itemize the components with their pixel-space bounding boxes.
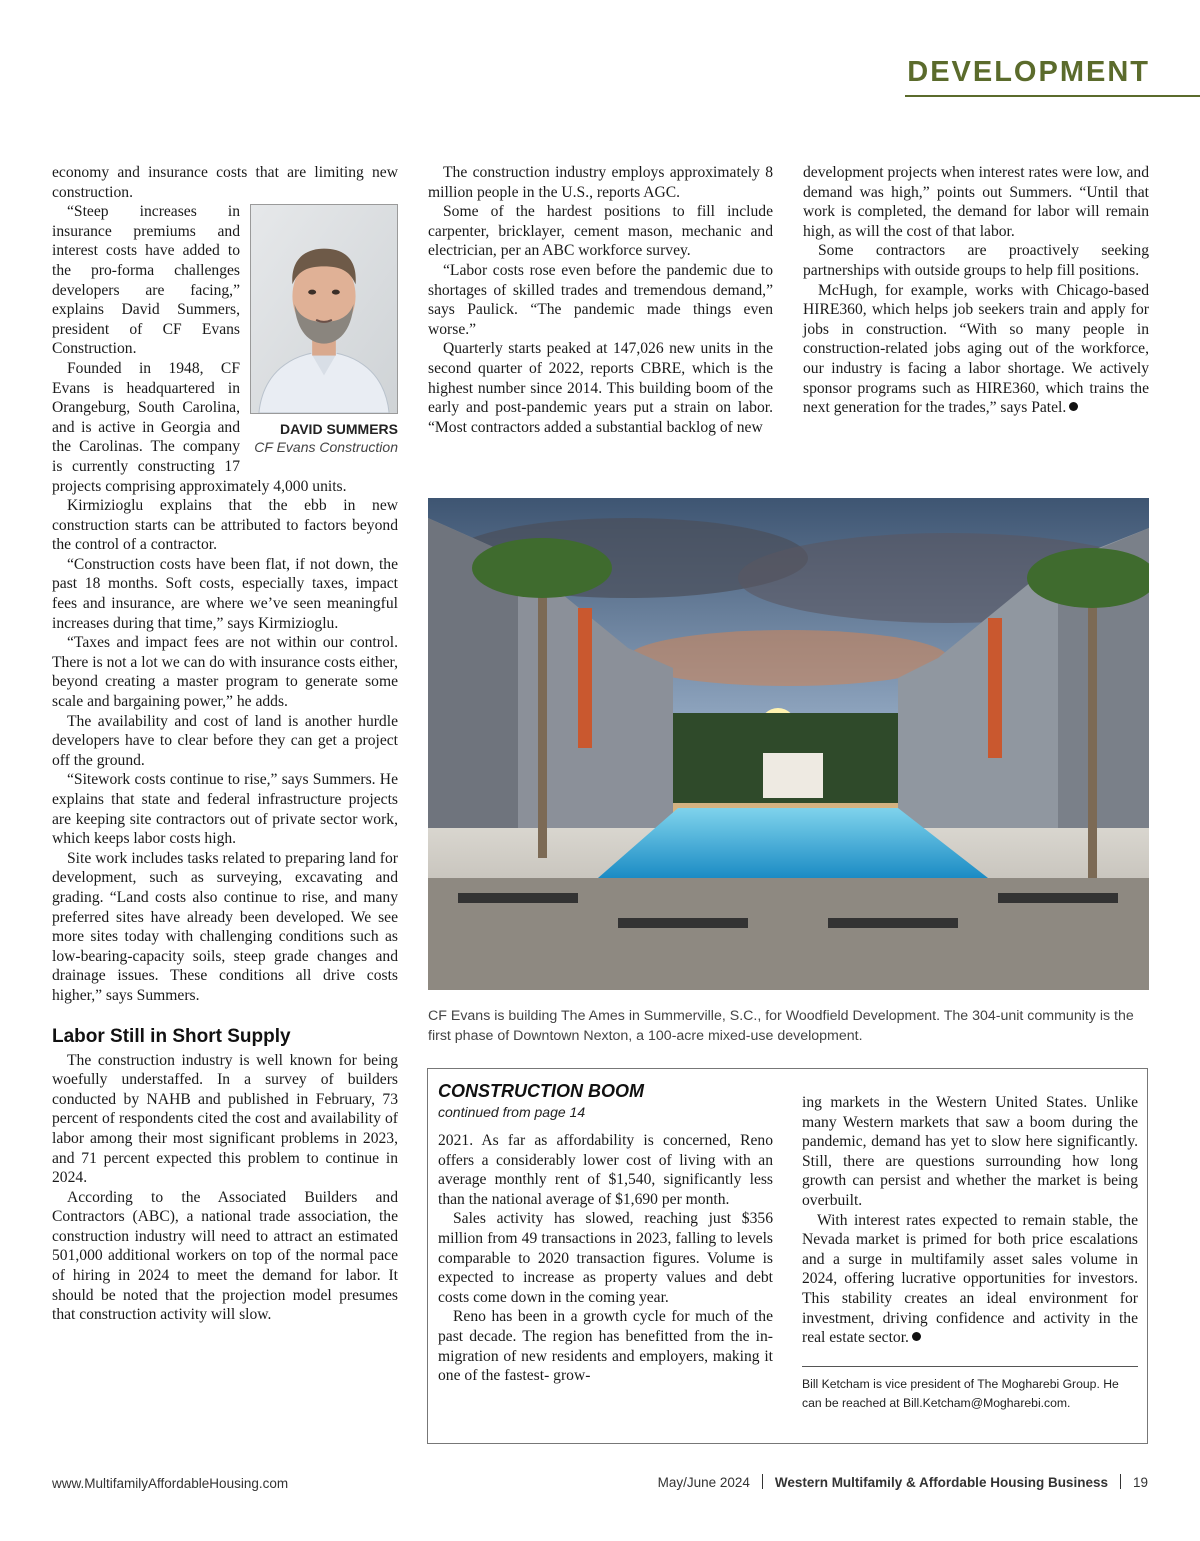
paragraph: According to the Associated Builders and Contractors (ABC), a national trade association, the construction industry will need to attract an estimated 501,000 additional workers on top of the normal pace of hiring in 2024 to meet the demand for labor. It should be noted that the projection model presumes that construction activity will slow. bbox=[52, 1188, 398, 1324]
paragraph-text: McHugh, for example, works with Chicago-based HIRE360, which helps job seekers train and apply for jobs in construction. “With so many people in construction-related jobs aging out of the workforce, our industry is facing a labor shortage. We actively sponsor programs such as HIRE360, which trains the next generation for the trades,” says Patel. bbox=[803, 281, 1149, 417]
paragraph: economy and insurance costs that are limiting new construction. bbox=[52, 164, 398, 201]
paragraph: Some of the hardest positions to fill include carpenter, bricklayer, cement mason, mechanic and electrician, per an ABC workforce survey. bbox=[428, 203, 773, 260]
page-number: 19 bbox=[1132, 1475, 1148, 1490]
article-column-1 bbox=[52, 163, 398, 1325]
article-column-3 bbox=[803, 163, 1149, 418]
paragraph bbox=[802, 1211, 1138, 1348]
box-column-1 bbox=[438, 1131, 773, 1386]
paragraph bbox=[803, 281, 1149, 418]
paragraph: The construction industry is well known for being woefully understaffed. In a survey of builders conducted by NAHB and published in February, 73 percent of respondents cited the cost and availability of labor among their most significant problems in 2023, and 71 percent expected this problem to continue in 2024. bbox=[52, 1051, 398, 1187]
paragraph: “Steep increases in insurance premiums and interest costs have added to the pro-forma challenges developers are facing,” explains David Summers, president of CF Evans Construction. bbox=[52, 203, 240, 358]
paragraph: The availability and cost of land is another hurdle developers have to clear before they can get a project off the ground. bbox=[52, 712, 398, 769]
headshot-caption-name: DAVID SUMMERS bbox=[280, 421, 398, 438]
end-mark-icon bbox=[912, 1332, 921, 1341]
headshot-photo bbox=[250, 204, 398, 414]
paragraph: Sales activity has slowed, reaching just $356 million from 49 transactions in 2023, falling to levels comparable to 2020 transaction figures. Volume is expected to increase as property values and debt costs come down in the coming year. bbox=[438, 1210, 773, 1306]
paragraph: 2021. As far as affordability is concerned, Reno offers a considerably lower cost of living with an average monthly rent of $1,540, significantly less than the national average of $1,690 per month. bbox=[438, 1132, 773, 1208]
subheading: Labor Still in Short Supply bbox=[52, 1025, 291, 1047]
paragraph: Founded in 1948, CF Evans is headquartered in Orangeburg, South Carolina, and is active in Georgia and the Carolinas. The company is currently constructing 17 projects comprising approximately 4,000 units. bbox=[52, 359, 347, 495]
paragraph: Kirmizioglu explains that the ebb in new construction starts can be attributed to factors beyond the control of a contractor. bbox=[52, 497, 398, 554]
paragraph: Site work includes tasks related to preparing land for development, such as surveying, excavating and grading. “Land costs also continue to rise, and many preferred sites have already been developed. We see more sites today with challenging conditions such as low-bearing-capacity soils, steep grade changes and drainage issues. These conditions all drive costs higher,” says Summers. bbox=[52, 849, 398, 1004]
box-subtitle: continued from page 14 bbox=[438, 1104, 586, 1120]
footer-publication: Western Multifamily & Affordable Housing Business bbox=[774, 1475, 1108, 1490]
section-header: DEVELOPMENT bbox=[907, 56, 1150, 88]
footer-separator bbox=[762, 1474, 763, 1489]
footer-issue-date: May/June 2024 bbox=[657, 1475, 750, 1490]
paragraph: “Taxes and impact fees are not within our control. There is not a lot we can do with insurance costs either, beyond creating a master program to generate some scale and bargaining power,” he adds. bbox=[52, 634, 398, 711]
paragraph: “Labor costs rose even before the pandemic due to shortages of skilled trades and tremendous demand,” says Paulick. “The pandemic made things even worse.” bbox=[428, 261, 773, 338]
paragraph: ing markets in the Western United States. Unlike many Western markets that saw a boom during the pandemic, demand has yet to slow here significantly. Still, there are questions surrounding how long growth can persist and whether the market is being overbuilt. bbox=[802, 1094, 1138, 1209]
paragraph: The construction industry employs approximately 8 million people in the U.S., reports AGC. bbox=[428, 164, 773, 201]
paragraph: Quarterly starts peaked at 147,026 new units in the second quarter of 2022, reports CBRE, which is the highest number since 2014. This building boom of the early and post-pandemic years put a strain on labor. “Most contractors added a substantial backlog of new bbox=[428, 340, 773, 436]
paragraph: Reno has been in a growth cycle for much of the past decade. The region has benefitted from the in-migration of new residents and employers, making it one of the fastest- grow- bbox=[438, 1308, 773, 1385]
paragraph: “Sitework costs continue to rise,” says Summers. He explains that state and federal infrastructure projects are keeping site contractors out of private sector work, which keeps labor costs high. bbox=[52, 771, 398, 848]
paragraph: “Construction costs have been flat, if not down, the past 18 months. Soft costs, especially taxes, impact fees and insurance, are where we’ve seen meaningful increases during that time,” says Kirmizioglu. bbox=[52, 555, 398, 632]
paragraph: development projects when interest rates were low, and demand was high,” points out Summers. “Until that work is completed, the demand for labor will remain high, as will the cost of that labor. bbox=[803, 164, 1149, 240]
article-column-2 bbox=[428, 163, 773, 437]
paragraph: Some contractors are proactively seeking partnerships with outside groups to help fill positions. bbox=[803, 242, 1149, 279]
paragraph-text: With interest rates expected to remain stable, the Nevada market is primed for both price escalations and a surge in multifamily asset sales volume in 2024, offering lucrative opportunities for investors. This stability creates an ideal environment for investment, driving confidence and activity in the real estate sector. bbox=[802, 1211, 1138, 1347]
bio-divider bbox=[802, 1366, 1138, 1367]
box-column-2 bbox=[802, 1093, 1138, 1414]
pool-photo bbox=[428, 498, 1149, 990]
footer-website: www.MultifamilyAffordableHousing.com bbox=[52, 1476, 289, 1491]
footer-separator bbox=[1120, 1474, 1121, 1489]
header-rule bbox=[905, 95, 1200, 97]
headshot-figure bbox=[250, 204, 398, 457]
photo-caption: CF Evans is building The Ames in Summerville, S.C., for Woodfield Development. The 304-unit community is the first phase of Downtown Nexton, a 100-acre mixed-use development. bbox=[428, 1008, 1134, 1044]
continued-sidebar-box bbox=[427, 1068, 1148, 1444]
box-title: CONSTRUCTION BOOM bbox=[438, 1081, 644, 1101]
headshot-caption-company: CF Evans Construction bbox=[254, 439, 398, 456]
end-mark-icon bbox=[1069, 402, 1078, 411]
footer-issue-info bbox=[658, 1474, 1148, 1490]
author-bio: Bill Ketcham is vice president of The Mogharebi Group. He can be reached at Bill.Ketcham@Mogharebi.com. bbox=[802, 1376, 1119, 1411]
